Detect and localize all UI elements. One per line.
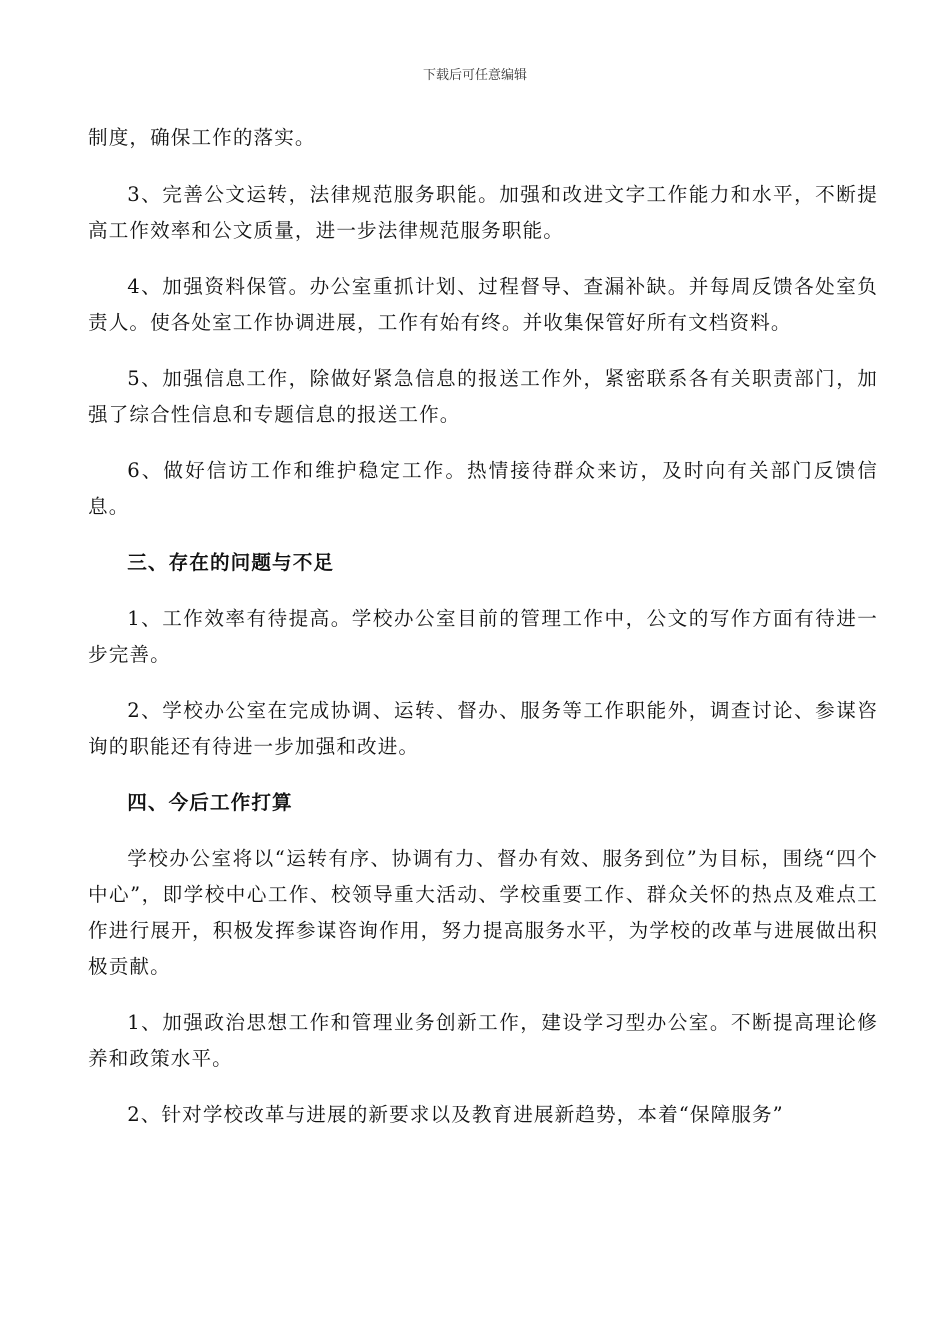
page-header: 下载后可任意编辑 [422,68,527,83]
paragraph-problem-1: 1、工作效率有待提高。学校办公室目前的管理工作中，公文的写作方面有待进一步完善。 [88,607,878,666]
paragraph-plan-2: 2、针对学校改革与进展的新要求以及教育进展新趋势，本着“保障服务” [127,1103,784,1126]
paragraph-problem-2: 2、学校办公室在完成协调、运转、督办、服务等工作职能外，调查讨论、参谋咨询的职能还有待进一步加强和改进。 [88,699,878,758]
paragraph-item-3: 3、完善公文运转，法律规范服务职能。加强和改进文字工作能力和水平，不断提高工作效率和公文质量，进一步法律规范服务职能。 [88,183,878,242]
section-heading-plans: 四、今后工作打算 [127,791,293,814]
paragraph-item-4: 4、加强资料保管。办公室重抓计划、过程督导、查漏补缺。并每周反馈各处室负责人。使各处室工作协调进展，工作有始有终。并收集保管好所有文档资料。 [88,275,878,334]
document-body [88,120,878,1153]
paragraph-plan-1: 1、加强政治思想工作和管理业务创新工作，建设学习型办公室。不断提高理论修养和政策水平。 [88,1011,878,1070]
paragraph-continuation: 制度，确保工作的落实。 [88,126,316,149]
section-heading-problems: 三、存在的问题与不足 [127,551,335,574]
paragraph-item-6: 6、做好信访工作和维护稳定工作。热情接待群众来访，及时向有关部门反馈信息。 [88,459,878,518]
paragraph-item-5: 5、加强信息工作，除做好紧急信息的报送工作外，紧密联系各有关职责部门，加强了综合性信息和专题信息的报送工作。 [88,367,878,426]
paragraph-plans-intro: 学校办公室将以“运转有序、协调有力、督办有效、服务到位”为目标，围绕“四个中心”，即学校中心工作、校领导重大活动、学校重要工作、群众关怀的热点及难点工作进行展开，积极发挥参谋咨询作用，努力提高服务水平，为学校的改革与进展做出积极贡献。 [88,847,878,978]
